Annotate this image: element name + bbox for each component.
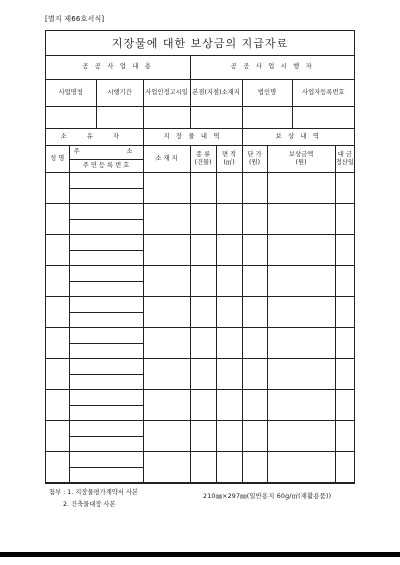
- area-cell: [216, 172, 242, 203]
- comp-amount-cell: [267, 265, 335, 296]
- type-cell: [190, 265, 216, 296]
- comp-amount-cell: [267, 451, 335, 482]
- owner-name-cell: [46, 327, 69, 358]
- unit-price-cell: [242, 234, 267, 265]
- settlement-date-cell: [335, 172, 354, 203]
- area-header-line1: 면 적: [221, 150, 237, 158]
- owner-entry-row: [46, 451, 354, 467]
- settlement-header-line2: 정산일: [335, 158, 354, 166]
- project-operator-header: 공 공 사 업 시 행 자: [190, 56, 354, 79]
- unit-price-header-line1: 단 가: [247, 150, 262, 158]
- form-number-label: [별지 제66호서식]: [45, 15, 105, 23]
- owner-resident-no-cell: [69, 188, 143, 203]
- unit-price-cell: [242, 358, 267, 389]
- name-header: 성 명: [46, 145, 69, 172]
- unit-price-header-line2: (원): [249, 158, 261, 166]
- comp-amount-cell: [267, 203, 335, 234]
- owner-resident-no-cell: [69, 467, 143, 482]
- type-cell: [190, 358, 216, 389]
- approval-notice-header: 사업인정고시일: [143, 79, 190, 106]
- owner-name-cell: [46, 451, 69, 482]
- unit-price-cell: [242, 203, 267, 234]
- form-title: 지장물에 대한 보상금의 지급자료: [46, 31, 354, 56]
- owner-address-cell: [69, 172, 143, 188]
- owner-address-cell: [69, 451, 143, 467]
- owner-name-cell: [46, 420, 69, 451]
- area-header: [216, 145, 242, 172]
- owner-resident-no-cell: [69, 343, 143, 358]
- unit-price-cell: [242, 451, 267, 482]
- settlement-header: [335, 145, 354, 172]
- area-cell: [216, 234, 242, 265]
- type-cell: [190, 296, 216, 327]
- type-cell: [190, 420, 216, 451]
- type-cell: [190, 203, 216, 234]
- area-cell: [216, 327, 242, 358]
- owner-resident-no-cell: [69, 281, 143, 296]
- settlement-date-cell: [335, 420, 354, 451]
- type-cell: [190, 389, 216, 420]
- owner-resident-no-cell: [69, 374, 143, 389]
- owner-name-cell: [46, 234, 69, 265]
- period-cell: [96, 106, 143, 128]
- owner-entry-row: [46, 203, 354, 219]
- owner-address-cell: [69, 265, 143, 281]
- settlement-date-cell: [335, 296, 354, 327]
- location-header: 소 재 지: [143, 145, 190, 172]
- owner-name-cell: [46, 265, 69, 296]
- unit-price-cell: [242, 327, 267, 358]
- owner-address-cell: [69, 327, 143, 343]
- type-cell: [190, 234, 216, 265]
- owner-address-cell: [69, 234, 143, 250]
- owner-entry-row: [46, 327, 354, 343]
- owner-address-cell: [69, 420, 143, 436]
- comp-amount-header-line1: 보상금액: [288, 150, 314, 158]
- area-cell: [216, 358, 242, 389]
- project-name-header: 사업명칭: [46, 79, 96, 106]
- owner-resident-no-cell: [69, 219, 143, 234]
- owner-name-cell: [46, 296, 69, 327]
- owner-resident-no-cell: [69, 436, 143, 451]
- hq-location-cell: [190, 106, 242, 128]
- owner-name-cell: [46, 389, 69, 420]
- comp-amount-cell: [267, 172, 335, 203]
- location-cell: [143, 327, 190, 358]
- location-cell: [143, 358, 190, 389]
- type-cell: [190, 327, 216, 358]
- location-cell: [143, 203, 190, 234]
- business-reg-no-header: 사업자등록번호: [292, 79, 354, 106]
- location-cell: [143, 451, 190, 482]
- address-header: [69, 145, 143, 159]
- resident-no-header: 주 민 등 록 번 호: [69, 159, 143, 172]
- location-cell: [143, 234, 190, 265]
- area-cell: [216, 420, 242, 451]
- owner-address-cell: [69, 203, 143, 219]
- owner-header: 소 유 자: [46, 128, 143, 145]
- comp-amount-cell: [267, 420, 335, 451]
- comp-amount-cell: [267, 358, 335, 389]
- business-reg-no-cell: [292, 106, 354, 128]
- owner-entry-row: [46, 296, 354, 312]
- type-cell: [190, 451, 216, 482]
- settlement-date-cell: [335, 451, 354, 482]
- owner-entry-row: [46, 389, 354, 405]
- location-cell: [143, 420, 190, 451]
- address-header-right: 소: [126, 148, 133, 156]
- type-cell: [190, 172, 216, 203]
- unit-price-cell: [242, 389, 267, 420]
- compensation-header: 보 상 내 역: [242, 128, 354, 145]
- approval-notice-cell: [143, 106, 190, 128]
- compensation-grid: [46, 56, 354, 483]
- owner-address-cell: [69, 296, 143, 312]
- settlement-date-cell: [335, 327, 354, 358]
- attachment-item-1: 첨부 : 1. 지장물평가계약서 사본: [49, 489, 139, 496]
- attachments-note: [49, 487, 138, 511]
- comp-amount-header-line2: (원): [295, 158, 307, 166]
- owner-name-cell: [46, 172, 69, 203]
- comp-amount-cell: [267, 296, 335, 327]
- comp-amount-header: [267, 145, 335, 172]
- unit-price-header: [242, 145, 267, 172]
- settlement-date-cell: [335, 265, 354, 296]
- area-cell: [216, 296, 242, 327]
- unit-price-cell: [242, 265, 267, 296]
- settlement-date-cell: [335, 389, 354, 420]
- settlement-date-cell: [335, 203, 354, 234]
- unit-price-cell: [242, 296, 267, 327]
- location-cell: [143, 265, 190, 296]
- project-name-cell: [46, 106, 96, 128]
- area-cell: [216, 265, 242, 296]
- page-bottom-rule: [0, 552, 400, 557]
- corp-name-cell: [242, 106, 292, 128]
- location-cell: [143, 389, 190, 420]
- type-header-line1: 종 류: [195, 150, 211, 158]
- comp-amount-cell: [267, 327, 335, 358]
- comp-amount-cell: [267, 234, 335, 265]
- area-cell: [216, 451, 242, 482]
- owner-name-cell: [46, 203, 69, 234]
- settlement-date-cell: [335, 234, 354, 265]
- owner-resident-no-cell: [69, 250, 143, 265]
- owner-entry-row: [46, 265, 354, 281]
- unit-price-cell: [242, 172, 267, 203]
- owner-entry-row: [46, 420, 354, 436]
- owner-address-cell: [69, 389, 143, 405]
- obstacle-header: 지 장 물 내 역: [143, 128, 242, 145]
- location-cell: [143, 296, 190, 327]
- owner-entry-row: [46, 172, 354, 188]
- comp-amount-cell: [267, 389, 335, 420]
- owner-entry-row: [46, 358, 354, 374]
- area-header-line2: (㎡): [223, 158, 235, 166]
- owner-resident-no-cell: [69, 312, 143, 327]
- address-header-left: 주: [73, 148, 80, 156]
- period-header: 시행기간: [96, 79, 143, 106]
- area-cell: [216, 389, 242, 420]
- attachment-item-2: 2. 건축물대장 사본: [63, 501, 116, 508]
- corp-name-header: 법인명: [242, 79, 292, 106]
- hq-location-header: 본점(지점)소재지: [190, 79, 242, 106]
- type-header-line2: (건물): [194, 158, 212, 166]
- owner-resident-no-cell: [69, 405, 143, 420]
- unit-price-cell: [242, 420, 267, 451]
- owner-address-cell: [69, 358, 143, 374]
- project-content-header: 공 공 사 업 내 용: [46, 56, 190, 79]
- area-cell: [216, 203, 242, 234]
- settlement-header-line1: 대 금: [337, 150, 352, 158]
- type-header: [190, 145, 216, 172]
- owner-name-cell: [46, 358, 69, 389]
- paper-size-note: 210㎜×297㎜(일반용지 60g/㎡(재활용품)): [203, 493, 332, 500]
- location-cell: [143, 172, 190, 203]
- owner-entry-row: [46, 234, 354, 250]
- settlement-date-cell: [335, 358, 354, 389]
